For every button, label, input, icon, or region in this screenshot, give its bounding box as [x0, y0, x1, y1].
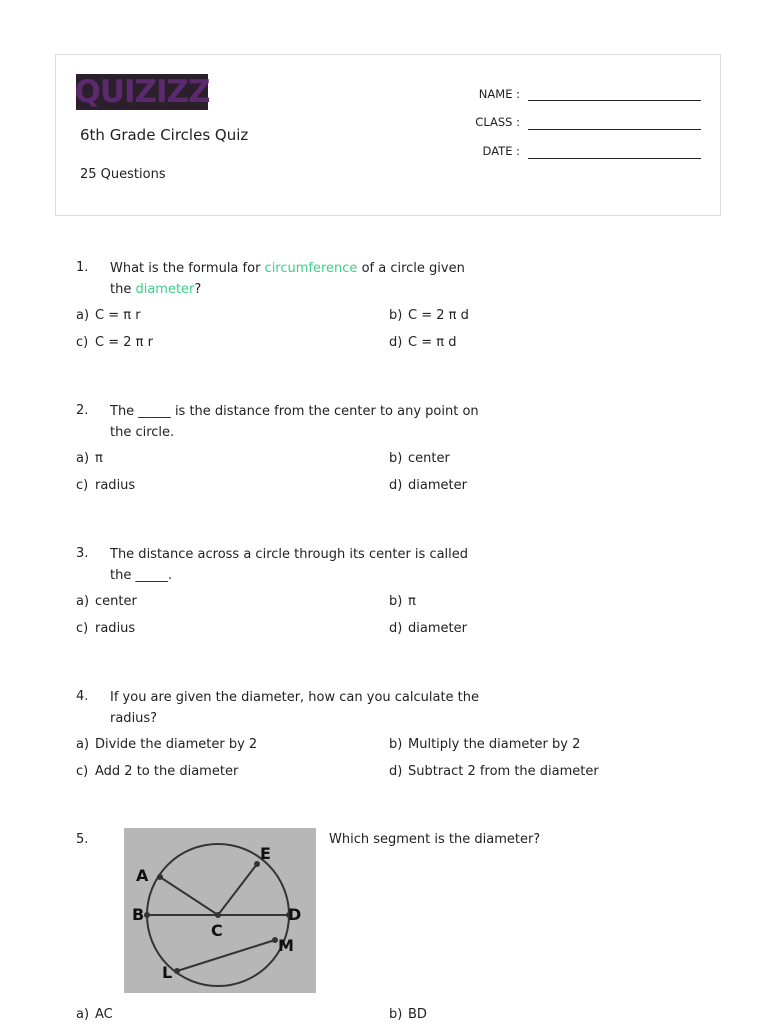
- question-3-text: The distance across a circle through its center is called the _____.: [110, 547, 469, 583]
- name-label: NAME :: [478, 87, 520, 101]
- question-count: 25 Questions: [80, 167, 166, 182]
- question-5-option-b[interactable]: b) BD: [389, 1007, 427, 1022]
- question-3-option-a[interactable]: a) center: [76, 594, 137, 609]
- label-a: A: [136, 866, 149, 885]
- question-4-number: 4.: [76, 689, 89, 704]
- question-4-option-d[interactable]: d) Subtract 2 from the diameter: [389, 764, 599, 779]
- label-e: E: [260, 844, 271, 863]
- segment-ac: [160, 877, 218, 915]
- quizizz-logo: QUIZIZZ: [74, 74, 210, 110]
- label-l: L: [162, 963, 173, 982]
- point-c: [215, 912, 221, 918]
- question-1-option-b[interactable]: b) C = 2 π d: [389, 308, 469, 323]
- question-1-number: 1.: [76, 260, 89, 275]
- question-1-option-d[interactable]: d) C = π d: [389, 335, 457, 350]
- class-line[interactable]: [528, 129, 701, 130]
- question-5-text: Which segment is the diameter?: [329, 832, 541, 847]
- question-2-option-b[interactable]: b) center: [389, 451, 450, 466]
- point-b: [144, 912, 150, 918]
- question-1-text: What is the formula for circumference of a circle given the diameter?: [110, 261, 465, 297]
- question-2-number: 2.: [76, 403, 89, 418]
- question-2-option-a[interactable]: a) π: [76, 451, 103, 466]
- question-5-number: 5.: [76, 832, 89, 847]
- question-4-option-b[interactable]: b) Multiply the diameter by 2: [389, 737, 581, 752]
- label-d: D: [288, 905, 302, 924]
- question-3-number: 3.: [76, 546, 89, 561]
- question-1-option-c[interactable]: c) C = 2 π r: [76, 335, 153, 350]
- point-a: [157, 874, 163, 880]
- date-label: DATE :: [482, 144, 520, 158]
- date-line[interactable]: [528, 158, 701, 159]
- label-c: C: [211, 921, 223, 940]
- question-4-option-a[interactable]: a) Divide the diameter by 2: [76, 737, 258, 752]
- circle-diagram: [124, 828, 316, 993]
- question-2-option-d[interactable]: d) diameter: [389, 478, 467, 493]
- question-2-text: The _____ is the distance from the center to any point on the circle.: [110, 404, 479, 440]
- question-3-option-d[interactable]: d) diameter: [389, 621, 467, 636]
- label-b: B: [132, 905, 145, 924]
- question-5-option-a[interactable]: a) AC: [76, 1007, 113, 1022]
- name-line[interactable]: [528, 100, 701, 101]
- point-l: [174, 968, 180, 974]
- question-1-option-a[interactable]: a) C = π r: [76, 308, 141, 323]
- quiz-title: 6th Grade Circles Quiz: [80, 126, 249, 144]
- question-3-option-b[interactable]: b) π: [389, 594, 416, 609]
- question-3-option-c[interactable]: c) radius: [76, 621, 136, 636]
- question-2-option-c[interactable]: c) radius: [76, 478, 136, 493]
- class-label: CLASS :: [475, 115, 520, 129]
- segment-ce: [218, 864, 257, 915]
- question-4-text: If you are given the diameter, how can you calculate the radius?: [110, 690, 480, 726]
- segment-lm: [177, 940, 275, 971]
- question-4-option-c[interactable]: c) Add 2 to the diameter: [76, 764, 239, 779]
- label-m: M: [278, 936, 294, 955]
